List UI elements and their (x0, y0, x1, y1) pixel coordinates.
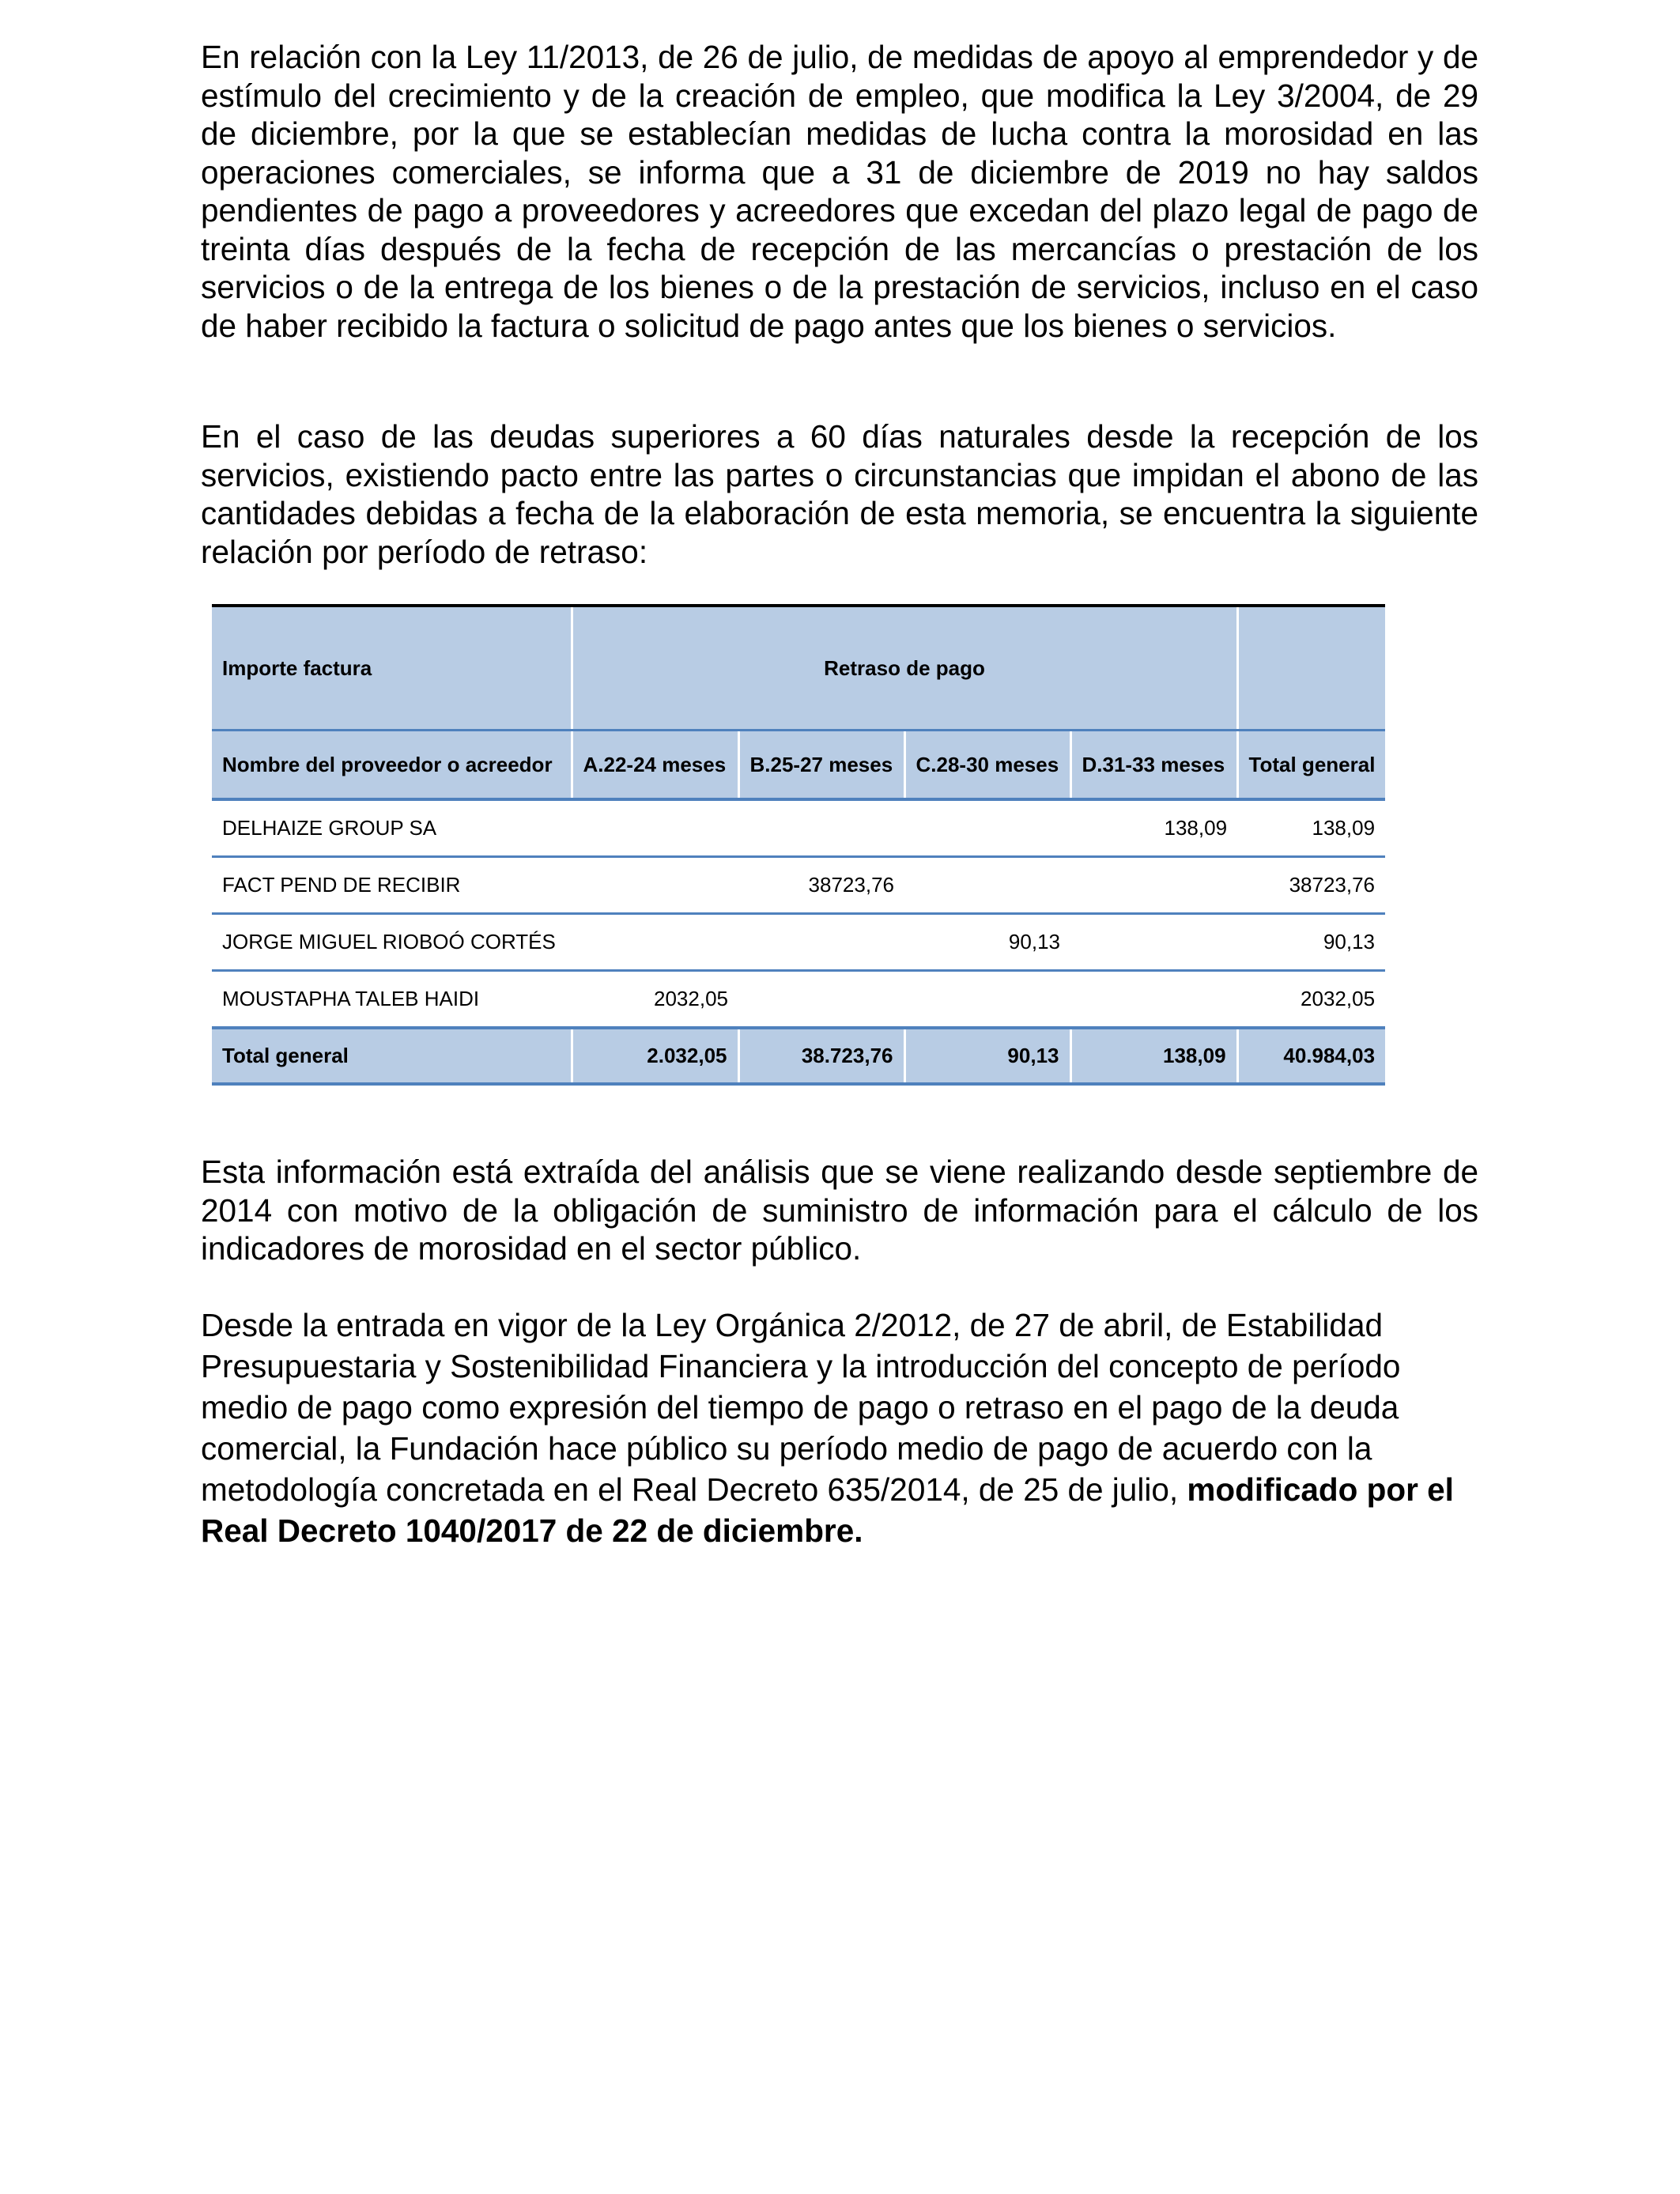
table-cell (572, 857, 738, 914)
table-row (212, 799, 1385, 857)
table-cell: 90,13 (904, 914, 1070, 971)
table-row (212, 914, 1385, 971)
table-cell: 138,09 (1070, 799, 1237, 857)
table-row (212, 971, 1385, 1029)
table-cell: 90,13 (1237, 914, 1385, 971)
empty-header-cell (1237, 606, 1385, 731)
total-label: Total general (212, 1028, 572, 1084)
table-cell (904, 799, 1070, 857)
paragraph-periodo-medio-pago (201, 1305, 1478, 1551)
table-row (212, 857, 1385, 914)
supplier-name: JORGE MIGUEL RIOBOÓ CORTÉS (212, 914, 572, 971)
retraso-de-pago-header: Retraso de pago (572, 606, 1237, 731)
supplier-name: MOUSTAPHA TALEB HAIDI (212, 971, 572, 1029)
payment-delay-grid (212, 604, 1385, 1086)
table-cell: 2032,05 (1237, 971, 1385, 1029)
supplier-name: FACT PEND DE RECIBIR (212, 857, 572, 914)
table-cell: 38723,76 (738, 857, 904, 914)
table-cell (904, 971, 1070, 1029)
total-cell: 90,13 (904, 1028, 1070, 1084)
table-cell (738, 799, 904, 857)
total-cell: 138,09 (1070, 1028, 1237, 1084)
table-cell: 38723,76 (1237, 857, 1385, 914)
table-top-header-row (212, 606, 1385, 731)
table-cell (738, 971, 904, 1029)
column-header: C.28-30 meses (904, 731, 1070, 800)
total-cell: 38.723,76 (738, 1028, 904, 1084)
table-total-row (212, 1028, 1385, 1084)
paragraph-bold-text: modificado por el Real Decreto 1040/2017 de 22 de diciembre. (201, 1471, 1454, 1549)
paragraph-ley-11-2013: En relación con la Ley 11/2013, de 26 de julio, de medidas de apoyo al emprendedor y de estímulo del crecimiento y de la creación de empleo, que modifica la Ley 3/2004, de 29 de diciembre, por la que se establecían medidas de lucha contra la morosidad en las operaciones comerciales, se informa que a 31 de diciembre de 2019 no hay saldos pendientes de pago a proveedores y acreedores que excedan del plazo legal de pago de treinta días después de la fecha de recepción de las mercancías o prestación de los servicios o de la entrega de los bienes o de la prestación de servicios, incluso en el caso de haber recibido la factura o solicitud de pago antes que los bienes o servicios. (201, 39, 1478, 344)
paragraph-text: Desde la entrada en vigor de la Ley Orgánica 2/2012, de 27 de abril, de Estabilidad Presupuestaria y Sostenibilidad Financiera y la introducción del concepto de período medio de pago como expresión del tiempo de pago o retraso en el pago de la deuda comercial, la Fundación hace público su período medio de pago de acuerdo con la metodología concretada en el Real Decreto 635/2014, de 25 de julio, (201, 1307, 1401, 1508)
total-cell: 2.032,05 (572, 1028, 738, 1084)
column-header: D.31-33 meses (1070, 731, 1237, 800)
column-header: A.22-24 meses (572, 731, 738, 800)
importe-factura-header: Importe factura (212, 606, 572, 731)
payment-delay-table (212, 604, 1385, 1086)
table-cell (1070, 857, 1237, 914)
column-header: Total general (1237, 731, 1385, 800)
table-cell: 2032,05 (572, 971, 738, 1029)
table-cell (904, 857, 1070, 914)
table-cell (1070, 914, 1237, 971)
column-header: B.25-27 meses (738, 731, 904, 800)
paragraph-deudas-superiores: En el caso de las deudas superiores a 60 días naturales desde la recepción de los servicios, existiendo pacto entre las partes o circunstancias que impidan el abono de las cantidades debidas a fecha de la elaboración de esta memoria, se encuentra la siguiente relación por período de retraso: (201, 418, 1478, 570)
paragraph-informacion-extraida: Esta información está extraída del análisis que se viene realizando desde septiembre de 2014 con motivo de la obligación de suministro de información para el cálculo de los indicadores de morosidad en el sector público. (201, 1154, 1478, 1267)
total-cell: 40.984,03 (1237, 1028, 1385, 1084)
table-cell (738, 914, 904, 971)
table-cell (1070, 971, 1237, 1029)
table-cell: 138,09 (1237, 799, 1385, 857)
table-cell (572, 914, 738, 971)
table-column-header-row (212, 731, 1385, 800)
supplier-name: DELHAIZE GROUP SA (212, 799, 572, 857)
column-header: Nombre del proveedor o acreedor (212, 731, 572, 800)
table-cell (572, 799, 738, 857)
